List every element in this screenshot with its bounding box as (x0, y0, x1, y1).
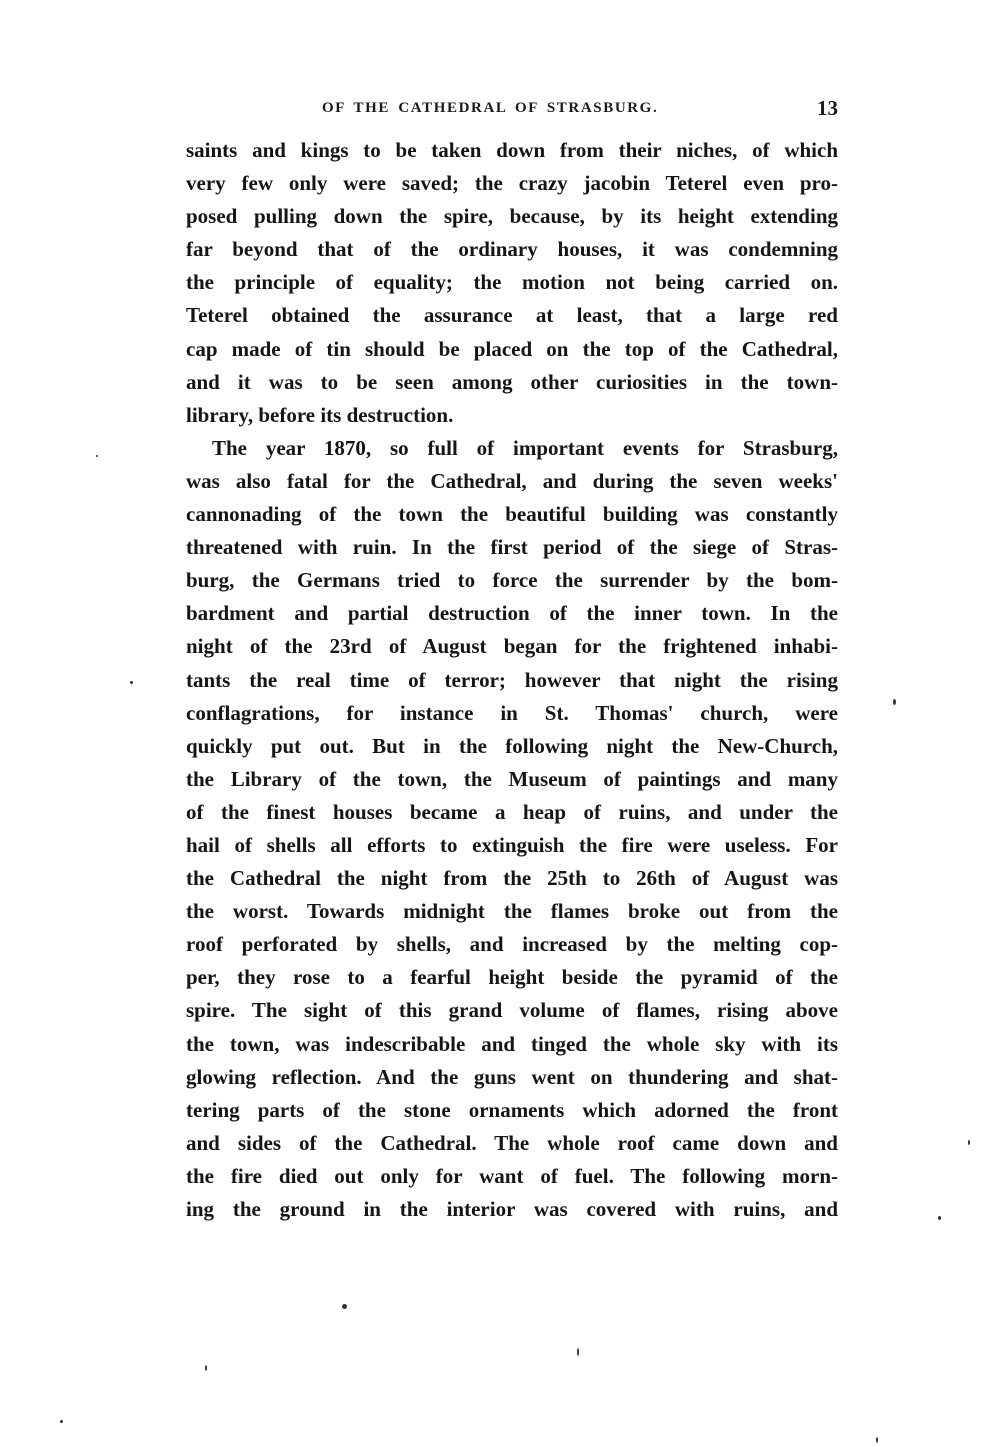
text-line: hail of shells all efforts to extinguish the fire were useless. For (186, 832, 838, 857)
scan-speck (968, 1140, 970, 1145)
page-number: 13 (817, 96, 838, 120)
running-head (186, 96, 838, 122)
scan-speck (577, 1348, 579, 1356)
paragraph-first-line: The year 1870, so full of important events for Strasburg, (212, 435, 838, 460)
scan-speck (205, 1365, 207, 1371)
text-line: conflagrations, for instance in St. Thomas' church, were (186, 700, 838, 725)
text-line: per, they rose to a fearful height beside the pyramid of the (186, 965, 838, 990)
text-line: saints and kings to be taken down from their niches, of which (186, 138, 838, 162)
scan-speck (876, 1437, 878, 1443)
text-line: bardment and partial destruction of the inner town. In the (186, 601, 838, 626)
scan-speck (938, 1216, 941, 1220)
text-line: spire. The sight of this grand volume of flames, rising above (186, 998, 838, 1023)
text-line: the Library of the town, the Museum of paintings and many (186, 766, 838, 791)
text-line: cannonading of the town the beautiful building was constantly (186, 502, 838, 527)
text-line: glowing reflection. And the guns went on thundering and shat- (186, 1064, 838, 1089)
scan-speck (893, 699, 896, 705)
text-line: and sides of the Cathedral. The whole roof came down and (186, 1130, 838, 1155)
scan-speck (60, 1420, 63, 1423)
text-line: tering parts of the stone ornaments which adorned the front (186, 1097, 838, 1122)
text-line: of the finest houses became a heap of ruins, and under the (186, 799, 838, 824)
text-line: very few only were saved; the crazy jacobin Teterel even pro- (186, 171, 838, 196)
text-line: Teterel obtained the assurance at least, that a large red (186, 303, 838, 328)
scan-speck (96, 455, 98, 457)
text-line: the town, was indescribable and tinged the whole sky with its (186, 1031, 838, 1056)
text-line: burg, the Germans tried to force the surrender by the bom- (186, 568, 838, 593)
text-line: library, before its destruction. (186, 402, 454, 427)
text-line: roof perforated by shells, and increased by the melting cop- (186, 932, 838, 957)
scan-speck (130, 681, 133, 684)
text-line: was also fatal for the Cathedral, and during the seven weeks' (186, 468, 838, 493)
text-line: far beyond that of the ordinary houses, it was condemning (186, 237, 838, 262)
text-line: the principle of equality; the motion not being carried on. (186, 270, 838, 295)
text-line: quickly put out. But in the following night the New-Church, (186, 733, 838, 758)
body-text (186, 134, 838, 1226)
text-line: and it was to be seen among other curiosities in the town- (186, 369, 838, 394)
running-title: OF THE CATHEDRAL OF STRASBURG. (322, 100, 659, 116)
text-line: ing the ground in the interior was covered with ruins, and (186, 1197, 838, 1221)
text-line: the worst. Towards midnight the flames broke out from the (186, 899, 838, 924)
scan-speck (342, 1304, 347, 1309)
text-line: tants the real time of terror; however that night the rising (186, 667, 838, 692)
text-line: night of the 23rd of August began for the frightened inhabi- (186, 634, 838, 659)
text-line: the fire died out only for want of fuel. The following morn- (186, 1163, 838, 1188)
text-line: threatened with ruin. In the first period of the siege of Stras- (186, 535, 838, 560)
text-line: cap made of tin should be placed on the top of the Cathedral, (186, 336, 838, 361)
text-line: the Cathedral the night from the 25th to 26th of August was (186, 866, 838, 891)
text-line: posed pulling down the spire, because, by its height extending (186, 204, 838, 229)
